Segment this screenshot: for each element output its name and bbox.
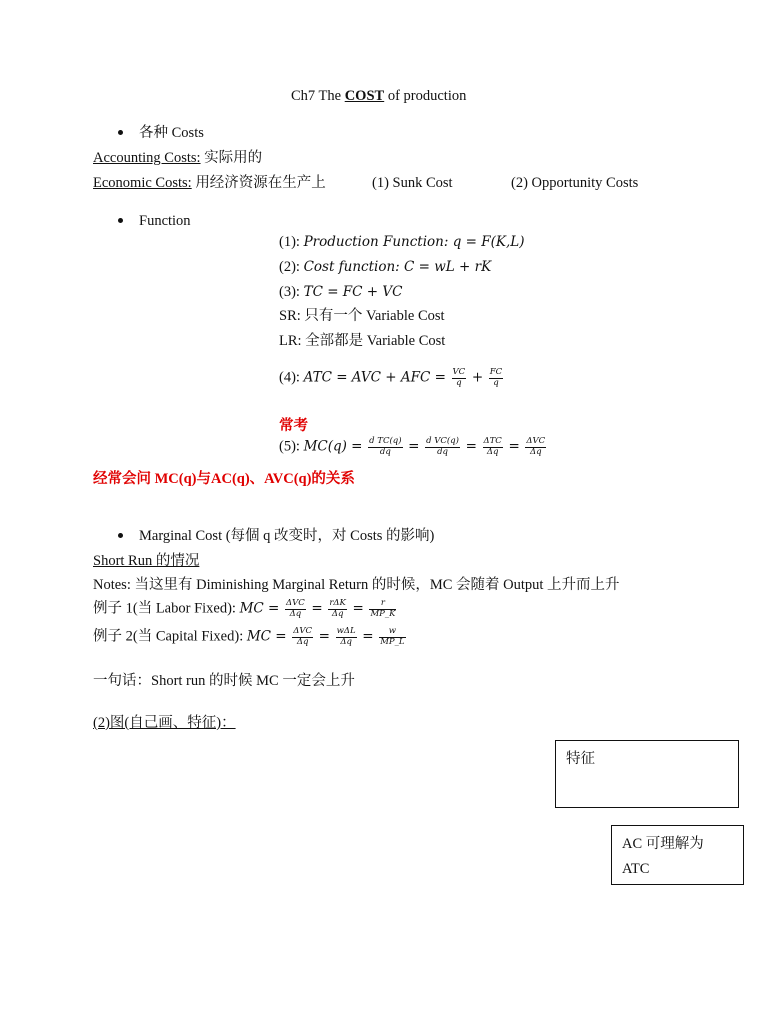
ac-note-box [611, 825, 744, 885]
fraction [368, 437, 402, 458]
fraction [452, 368, 467, 389]
accounting-text: 实际用的 [200, 150, 263, 166]
equals-sign: = [318, 628, 330, 645]
formula-3-prefix: (3): [279, 284, 300, 300]
formula-1 [279, 235, 524, 250]
fraction-num: VC [452, 367, 466, 377]
page-title [291, 89, 466, 104]
bullet-function: Function [139, 213, 191, 229]
fraction-num: ΔVC [293, 626, 313, 636]
formula-4-prefix: (4): [279, 369, 300, 386]
fraction-den: Δq [340, 636, 352, 647]
ac-note-line2: ATC [622, 861, 650, 877]
fraction-den: Δq [529, 446, 542, 457]
fraction [328, 599, 347, 620]
fraction [483, 437, 503, 458]
formula-5-body: MC(q) = [303, 438, 363, 455]
fraction-num: w [379, 627, 405, 638]
fraction-num: wΔL [336, 626, 356, 636]
fraction-num: r [369, 599, 396, 610]
equals-sign: = [362, 628, 374, 645]
accounting-label: Accounting Costs: [93, 150, 201, 166]
fraction-den: Δq [331, 608, 344, 619]
graph-heading: (2)图(自己画、特征)： [93, 715, 236, 731]
fraction [292, 627, 313, 648]
features-box-text: 特征 [566, 751, 595, 767]
formula-4 [279, 368, 505, 389]
ac-note-line1: AC 可理解为 [622, 836, 704, 852]
bullet-dot [118, 218, 123, 223]
fraction-num: FC [489, 367, 503, 377]
sunk-cost: (1) Sunk Cost [372, 175, 453, 191]
red-note: 经常会问 MC(q)与AC(q)、AVC(q)的关系 [93, 471, 355, 487]
changkao-label: 常考 [279, 418, 308, 434]
fraction-den: dq [379, 446, 391, 457]
fraction-den: MP_L [380, 636, 405, 647]
formula-4-body: ATC = AVC + AFC = [303, 369, 446, 386]
fraction-den: Δq [486, 446, 499, 457]
fraction [285, 599, 306, 620]
formula-1-prefix: (1): [279, 234, 300, 250]
example-2 [93, 627, 408, 648]
economic-label: Economic Costs: [93, 175, 192, 191]
fraction [336, 627, 357, 648]
lr-line: LR: 全部都是 Variable Cost [279, 333, 446, 349]
fraction [489, 368, 503, 389]
formula-5-prefix: (5): [279, 438, 300, 455]
fraction-num: ΔVC [526, 436, 546, 446]
title-bold: COST [344, 88, 385, 104]
formula-5 [279, 437, 548, 458]
accounting-costs-line [93, 151, 262, 166]
fraction-den: q [493, 377, 499, 388]
example-2-prefix: 例子 2(当 Capital Fixed): [93, 628, 244, 645]
short-run-heading: Short Run 的情况 [93, 553, 200, 569]
one-line-summary: 一句话：Short run 的时候 MC 一定会上升 [93, 673, 355, 689]
fraction-num: d TC(q) [369, 436, 402, 446]
features-box [555, 740, 739, 808]
formula-2 [279, 260, 491, 275]
fraction-den: q [456, 377, 462, 388]
example-1-prefix: 例子 1(当 Labor Fixed): [93, 600, 236, 617]
bullet-costs: 各种 Costs [139, 125, 204, 141]
fraction-den: dq [437, 446, 448, 457]
title-post: of production [384, 88, 467, 104]
fraction-num: ΔVC [285, 598, 305, 608]
sr-line: SR: 只有一个 Variable Cost [279, 308, 445, 324]
bullet-dot [118, 130, 123, 135]
formula-2-body: Cost function: C = wL + rK [303, 259, 492, 275]
fraction [379, 627, 405, 648]
formula-1-body: Production Function: q = F(K,L) [303, 234, 525, 250]
example-1 [93, 599, 398, 620]
bullet-marginal-cost: Marginal Cost (每個 q 改变时，对 Costs 的影响) [139, 528, 435, 544]
title-pre: Ch7 The [291, 88, 345, 104]
mc-label: MC = [239, 600, 280, 617]
formula-2-prefix: (2): [279, 259, 300, 275]
plus-sign: + [471, 369, 484, 386]
fraction-den: Δq [289, 608, 302, 619]
mc-label: MC = [246, 628, 287, 645]
equals-sign: = [465, 438, 477, 455]
fraction [425, 437, 460, 458]
fraction [369, 599, 396, 620]
economic-costs-line [93, 176, 326, 191]
opportunity-costs: (2) Opportunity Costs [511, 175, 639, 191]
fraction-den: MP_K [370, 608, 396, 619]
formula-3 [279, 285, 402, 300]
fraction-den: Δq [296, 636, 309, 647]
equals-sign: = [508, 438, 520, 455]
equals-sign: = [311, 600, 323, 617]
notes-line: Notes: 当这里有 Diminishing Marginal Return 的时候，MC 会随着 Output 上升而上升 [93, 577, 620, 593]
economic-text: 用经济资源在生产上 [191, 175, 326, 191]
formula-3-body: TC = FC + VC [303, 284, 403, 300]
fraction [525, 437, 546, 458]
bullet-dot [118, 533, 123, 538]
fraction-num: ΔTC [483, 436, 502, 446]
equals-sign: = [352, 600, 364, 617]
equals-sign: = [408, 438, 420, 455]
fraction-num: d VC(q) [426, 436, 459, 446]
fraction-num: rΔK [329, 598, 346, 608]
